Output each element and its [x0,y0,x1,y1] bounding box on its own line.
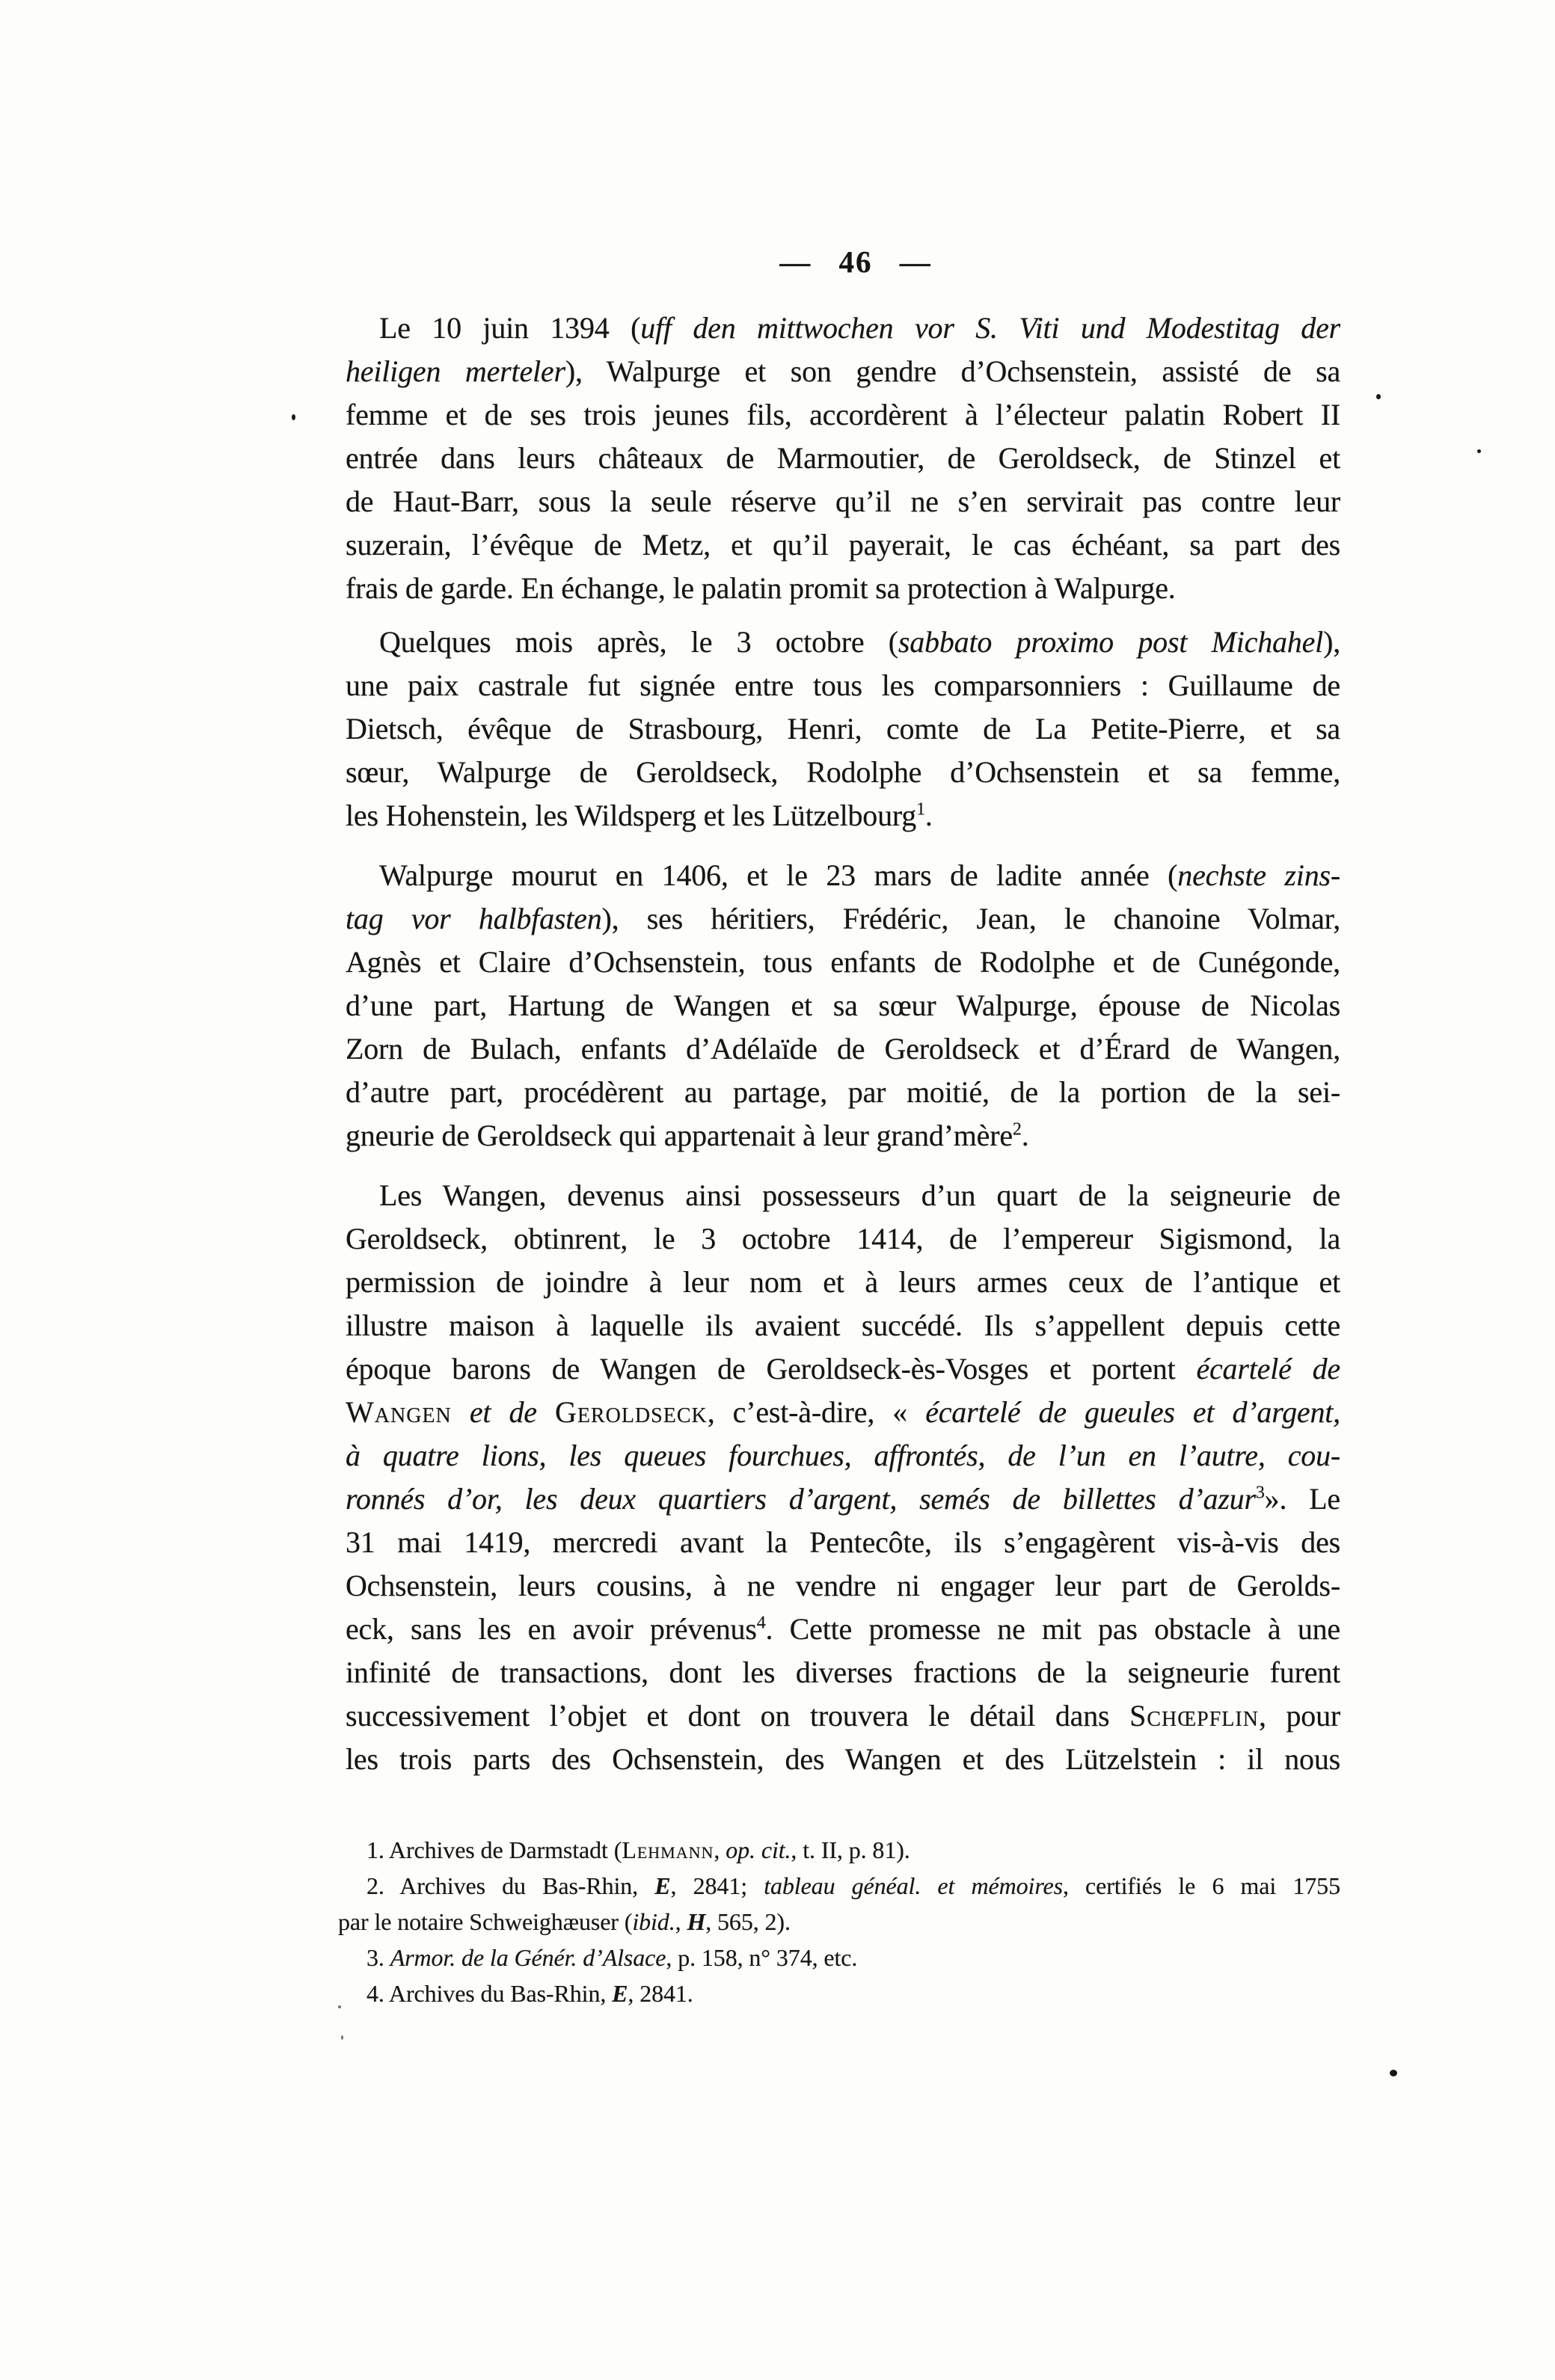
text-segment: Les Wangen, devenus ainsi possesseurs d’un quart de la seigneurie de [379,1178,1340,1212]
text-line [346,393,1340,437]
footnote-3 [338,1940,1340,1975]
scan-speck [341,2035,343,2040]
text-line [346,854,1340,897]
text-segment: écartelé de [1196,1352,1340,1386]
text-segment: Agnès et Claire d’Ochsenstein, tous enfants de Rodolphe et de Cunégonde, [346,945,1340,979]
text-segment: gneurie de Geroldseck qui appartenait à leur grand’mère [346,1119,1013,1152]
text-line [346,1608,1340,1651]
text-line [346,437,1340,480]
page-number: — 46 — [779,245,932,279]
text-segment: 1. Archives de Darmstadt ( [366,1836,622,1863]
text-segment: , [675,1908,687,1935]
text-segment: 3 [1255,1483,1265,1503]
text-segment: 2 [1012,1119,1022,1140]
text-segment: Quelques mois après, le 3 octobre ( [379,625,898,659]
text-segment: heiligen merteler [346,354,565,388]
text-line [346,707,1340,751]
text-segment: permission de joindre à leur nom et à leurs armes ceux de l’antique et [346,1265,1340,1299]
text-segment: sœur, Walpurge de Geroldseck, Rodolphe d’Ochsenstein et sa femme, [346,755,1340,789]
text-segment: Schœpflin [1129,1699,1259,1732]
text-line [346,1738,1340,1781]
text-segment: , 565, 2). [705,1908,791,1935]
text-segment: H [687,1908,706,1935]
text-segment: Geroldseck, obtinrent, le 3 octobre 1414, de l’empereur Sigismond, la [346,1222,1340,1255]
text-line [346,984,1340,1027]
text-line [346,664,1340,707]
text-segment: époque barons de Wangen de Geroldseck-ès-Vosges et portent [346,1352,1197,1386]
scan-speck [1390,2070,1397,2076]
text-segment: . [924,799,933,832]
text-line [346,1027,1340,1071]
text-segment: Wangen [346,1395,452,1429]
text-segment: 4 [756,1613,766,1633]
text-segment: écartelé de gueules et d’argent, [925,1395,1340,1429]
text-segment: , certifiés le 6 mai 1755 [1062,1872,1340,1899]
text-segment: suzerain, l’évêque de Metz, et qu’il payerait, le cas échéant, sa part des [346,528,1340,562]
footnotes [338,1832,1340,2011]
text-segment: tableau généal. et mémoires [764,1872,1063,1899]
text-line [346,621,1340,664]
text-segment: femme et de ses trois jeunes fils, accordèrent à l’électeur palatin Robert II [346,398,1340,431]
text-segment: nechste zins- [1177,858,1340,892]
text-segment: 1 [916,799,925,820]
footnote-4 [338,1975,1340,2011]
text-segment: ), ses héritiers, Frédéric, Jean, le chanoine Volmar, [601,902,1340,935]
text-segment: 4. Archives du Bas-Rhin, [366,1980,613,2007]
text-segment: E [654,1872,671,1899]
footnote-2-line-1 [338,1868,1340,1904]
text-line [346,751,1340,794]
text-segment: d’autre part, procédèrent au partage, par moitié, de la portion de la sei- [346,1075,1340,1109]
text-segment: eck, sans les en avoir prévenus [346,1612,757,1646]
footnote-2-line-2 [338,1904,1340,1940]
text-line [346,523,1340,567]
text-segment: Armor. de la Génér. d’Alsace [390,1944,666,1971]
text-segment: ronnés d’or, les deux quartiers d’argent, semés de billettes d’azur [346,1482,1256,1516]
scan-speck [1477,449,1481,453]
text-segment: , t. II, p. 81). [791,1836,910,1863]
text-segment: entrée dans leurs châteaux de Marmoutier, de Geroldseck, de Stinzel et [346,441,1340,475]
text-line [346,897,1340,941]
text-segment: E [612,1980,628,2007]
text-line [346,1114,1340,1157]
text-line [346,307,1340,350]
text-line [346,1391,1340,1434]
paragraph-4 [346,1174,1340,1781]
footnote-1 [338,1832,1340,1868]
text-segment: de Haut-Barr, sous la seule réserve qu’il ne s’en servirait pas contre leur [346,485,1340,518]
text-line [346,1261,1340,1304]
text-segment: Geroldseck [554,1395,708,1429]
text-line [346,941,1340,984]
text-line [346,1304,1340,1347]
text-segment: ), [1323,625,1340,659]
text-line [346,567,1340,610]
text-segment: infinité de transactions, dont les diverses fractions de la seigneurie furent [346,1655,1340,1689]
text-segment: les trois parts des Ochsenstein, des Wangen et des Lützelstein : il nous [346,1742,1340,1776]
text-segment: , 2841; [670,1872,764,1899]
text-segment: par le notaire Schweighæuser ( [338,1908,633,1935]
text-segment: ». Le [1264,1482,1340,1516]
text-segment: sabbato proximo post Michahel [898,625,1324,659]
text-segment: . Cette promesse ne mit pas obstacle à une [765,1612,1340,1646]
text-line [346,1521,1340,1564]
text-line [346,1347,1340,1391]
text-segment: op. cit. [726,1836,791,1863]
text-line [346,794,1340,837]
text-segment: uff den mittwochen vor S. Viti und Modestitag der [640,311,1340,345]
paragraph-1 [346,307,1340,610]
text-segment: Walpurge mourut en 1406, et le 23 mars de ladite année ( [379,858,1178,892]
text-segment: illustre maison à laquelle ils avaient succédé. Ils s’appellent depuis cette [346,1309,1340,1342]
text-segment: Dietsch, évêque de Strasbourg, Henri, comte de La Petite-Pierre, et sa [346,712,1340,745]
body-text [346,307,1340,1792]
text-segment: Lehmann [622,1836,714,1863]
text-segment: 2. Archives du Bas-Rhin, [366,1872,655,1899]
paragraph-2 [346,621,1340,837]
scan-speck [1376,394,1381,399]
text-segment: tag vor halbfasten [346,902,602,935]
text-line [346,1564,1340,1608]
text-line [346,1071,1340,1114]
text-line [346,350,1340,393]
text-segment: d’une part, Hartung de Wangen et sa sœur Walpurge, épouse de Nicolas [346,988,1340,1022]
text-line [346,1477,1340,1521]
text-segment: , pour [1258,1699,1340,1732]
paragraph-3 [346,854,1340,1157]
scan-speck [292,414,295,420]
text-segment: Le 10 juin 1394 ( [379,311,641,345]
text-segment: à quatre lions, les queues fourchues, affrontés, de l’un en l’autre, cou- [346,1439,1340,1472]
text-segment: , [714,1836,726,1863]
text-segment: ibid. [632,1908,675,1935]
text-segment: , p. 158, n° 374, etc. [666,1944,858,1971]
text-line [346,1651,1340,1694]
text-segment: , 2841. [628,1980,693,2007]
text-segment: une paix castrale fut signée entre tous les comparsonniers : Guillaume de [346,668,1340,702]
text-segment: ), Walpurge et son gendre d’Ochsenstein, assisté de sa [565,354,1340,388]
text-segment: et de [451,1395,555,1429]
text-segment: 31 mai 1419, mercredi avant la Pentecôte, ils s’engagèrent vis-à-vis des [346,1525,1340,1559]
text-segment: successivement l’objet et dont on trouvera le détail dans [346,1699,1130,1732]
text-segment: , c’est-à-dire, « [707,1395,926,1429]
text-line [346,1434,1340,1477]
scan-speck [338,2005,341,2008]
text-line [346,1694,1340,1738]
text-line [346,480,1340,523]
text-segment: Zorn de Bulach, enfants d’Adélaïde de Geroldseck et d’Érard de Wangen, [346,1032,1340,1066]
text-segment: les Hohenstein, les Wildsperg et les Lützelbourg [346,799,917,832]
text-segment: 3. [366,1944,390,1971]
text-line [346,1174,1340,1217]
text-segment: Ochsenstein, leurs cousins, à ne vendre ni engager leur part de Gerolds- [346,1569,1340,1602]
text-segment: frais de garde. En échange, le palatin promit sa protection à Walpurge. [346,571,1176,605]
text-line [346,1217,1340,1261]
text-segment: . [1021,1119,1029,1152]
